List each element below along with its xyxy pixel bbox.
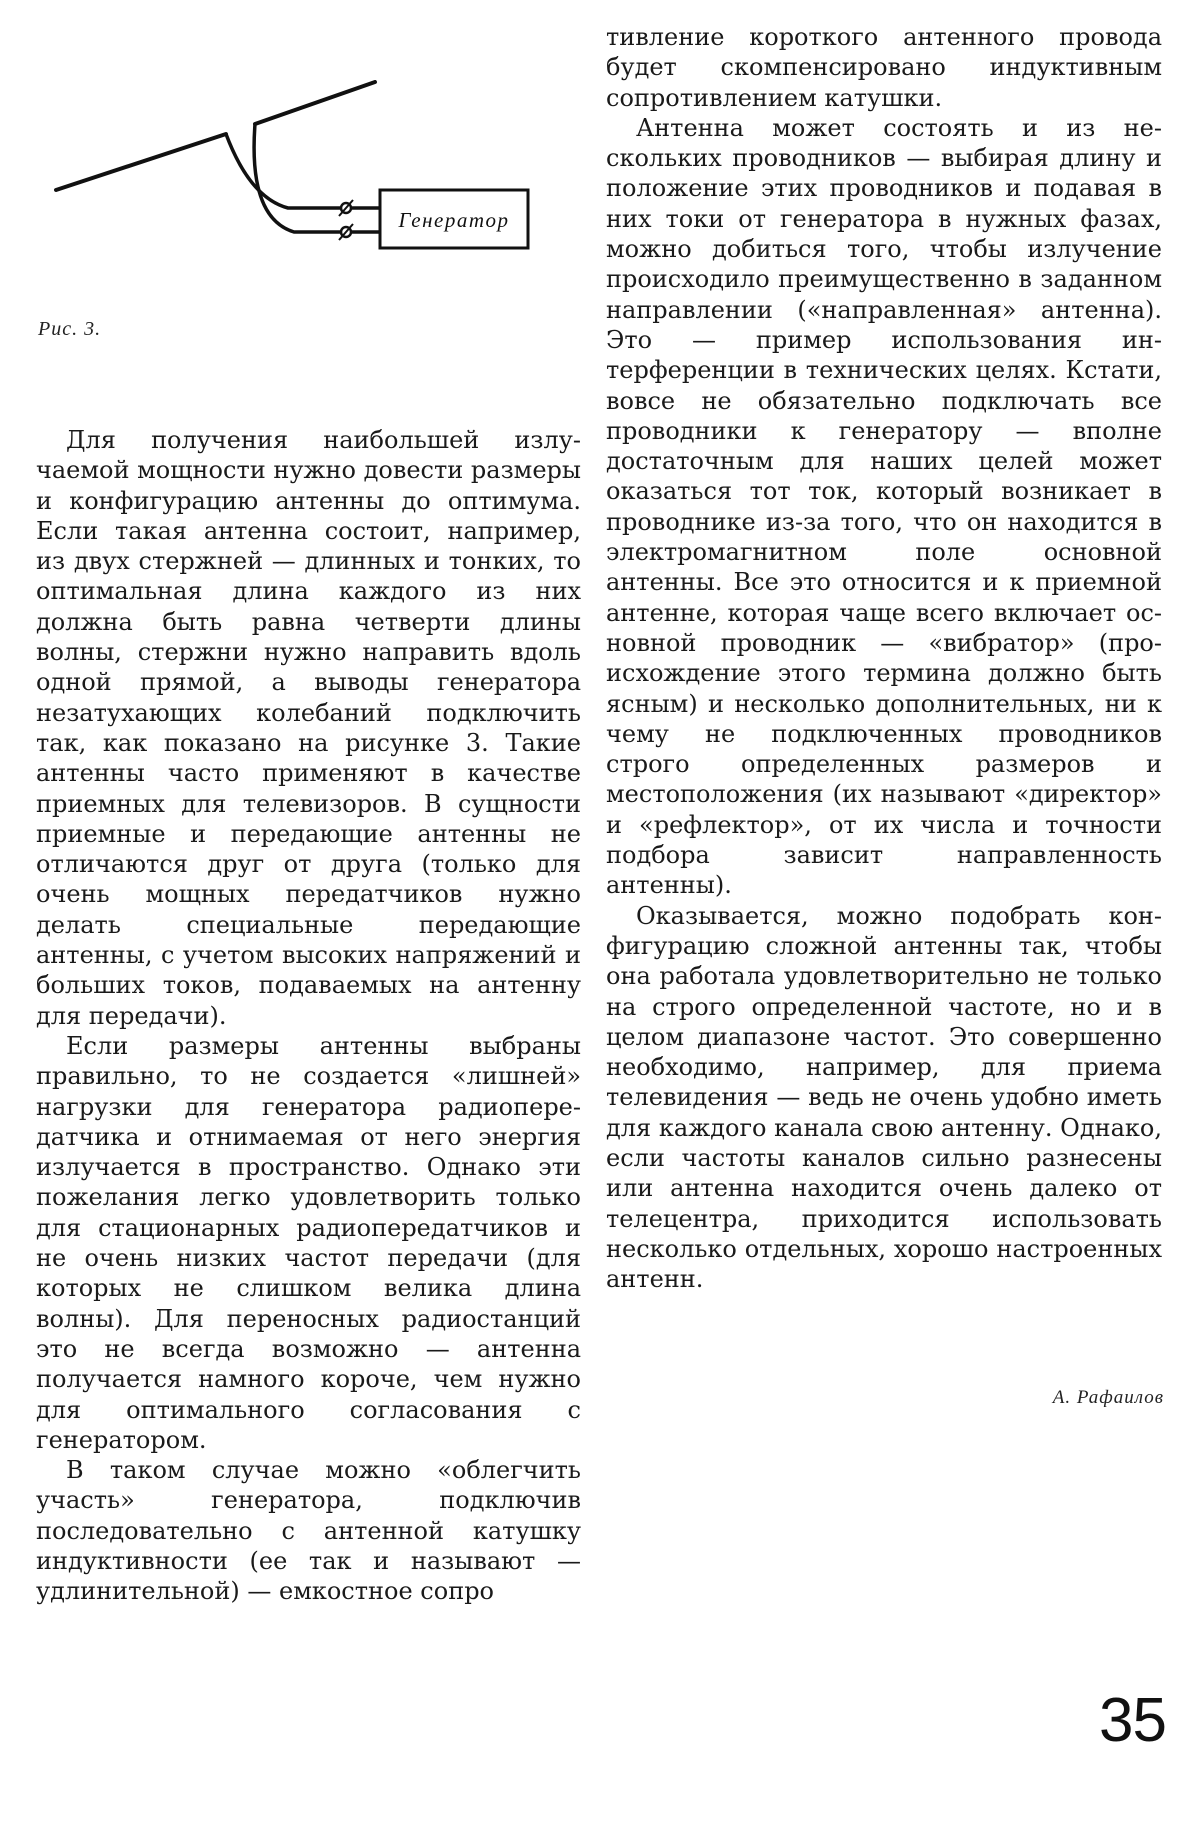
feeder-wire-outer — [226, 134, 342, 208]
author-signature: А. Рафаилов — [1052, 1387, 1164, 1408]
paragraph: Антенна может состоять и из нескольких проводников — выбирая длину и положение этих проводников и подавая в них токи от генератора в нужных фазах, можно добиться того, чтобы излучение происходило преимущественно в заданном направлении («направленная» антенна). Это — пример использования интерференции в технических целях. Кстати, вовсе не обязательно подключать все проводники к генератору — вполне достаточным для наших целей может оказаться тот ток, который возникает в проводнике из-за того, что он находится в электромагнитном поле основной антенны. Все это относится и к приемной антенне, которая чаще всего включает основной проводник — «вибратор» (происхождение этого термина должно быть ясным) и несколько дополнительных, ни к чему не подключенных проводников строго определенных размеров и местоположения (их называют «директор» и «рефлектор», от их числа и точности подбора зависит направленность антенны). — [606, 113, 1162, 900]
paragraph: Если размеры антенны выбраны правильно, то не создается «лишней» нагрузки для генератора радиопередатчика и отнимаемая от него энергия излучается в пространство. Однако эти пожелания легко удовлетворить только для стационарных радиопередатчиков и не очень низких частот передачи (для которых не слишком велика длина волны). Для переносных радиостанций это не всегда возможно — антенна получается намного короче, чем нужно для оптимального согласования с генератором. — [36, 1031, 581, 1454]
terminal-top — [339, 200, 353, 216]
antenna-diagram — [50, 80, 550, 300]
figure-caption: Рис. 3. — [38, 318, 102, 340]
paragraph: Оказывается, можно подобрать конфигурацию сложной антенны так, чтобы она работала удовлетворительно не только на строго определенной частоте, но и в целом диапазоне частот. Это совершенно необходимо, например, для приема телевидения — ведь не очень удобно иметь для каждого канала свою антенну. Однако, если частоты каналов сильно разнесены или антенна находится очень далеко от телецентра, приходится использовать несколько отдельных, хорошо настроенных антенн. — [606, 901, 1162, 1294]
paragraph: Для получения наибольшей излучаемой мощности нужно довести размеры и конфигурацию антенны до оптимума. Если такая антенна состоит, например, из двух стержней — длинных и тонких, то оптимальная длина каждого из них должна быть равна четверти длины волны, стержни нужно направить вдоль одной прямой, а выводы генератора незатухающих колебаний подключить так, как показано на рисунке 3. Такие антенны часто применяют в качестве приемных для телевизоров. В сущности приемные и передающие антенны не отличаются друг от друга (только для очень мощных передатчиков нужно делать специальные передающие антенны, с учетом высоких напряжений и больших токов, подаваемых на антенну для передачи). — [36, 426, 581, 1030]
paragraph: тивление короткого антенного провода будет скомпенсировано индуктивным сопротивлением катушки. — [606, 23, 1162, 112]
generator-label: Генератор — [398, 208, 510, 232]
paragraph: В таком случае можно «облегчить участь» генератора, подключив последовательно с антенной катушку индуктивности (ее так и называют — удлинительной) — емкостное сопро — [36, 1456, 581, 1606]
left-column — [36, 425, 581, 1607]
antenna-rod-left — [56, 134, 226, 190]
page-number: 35 — [1099, 1686, 1166, 1755]
feeder-wire-inner — [254, 124, 342, 232]
right-column — [606, 22, 1162, 1294]
terminal-bottom — [339, 224, 353, 240]
antenna-rod-right — [255, 82, 375, 124]
